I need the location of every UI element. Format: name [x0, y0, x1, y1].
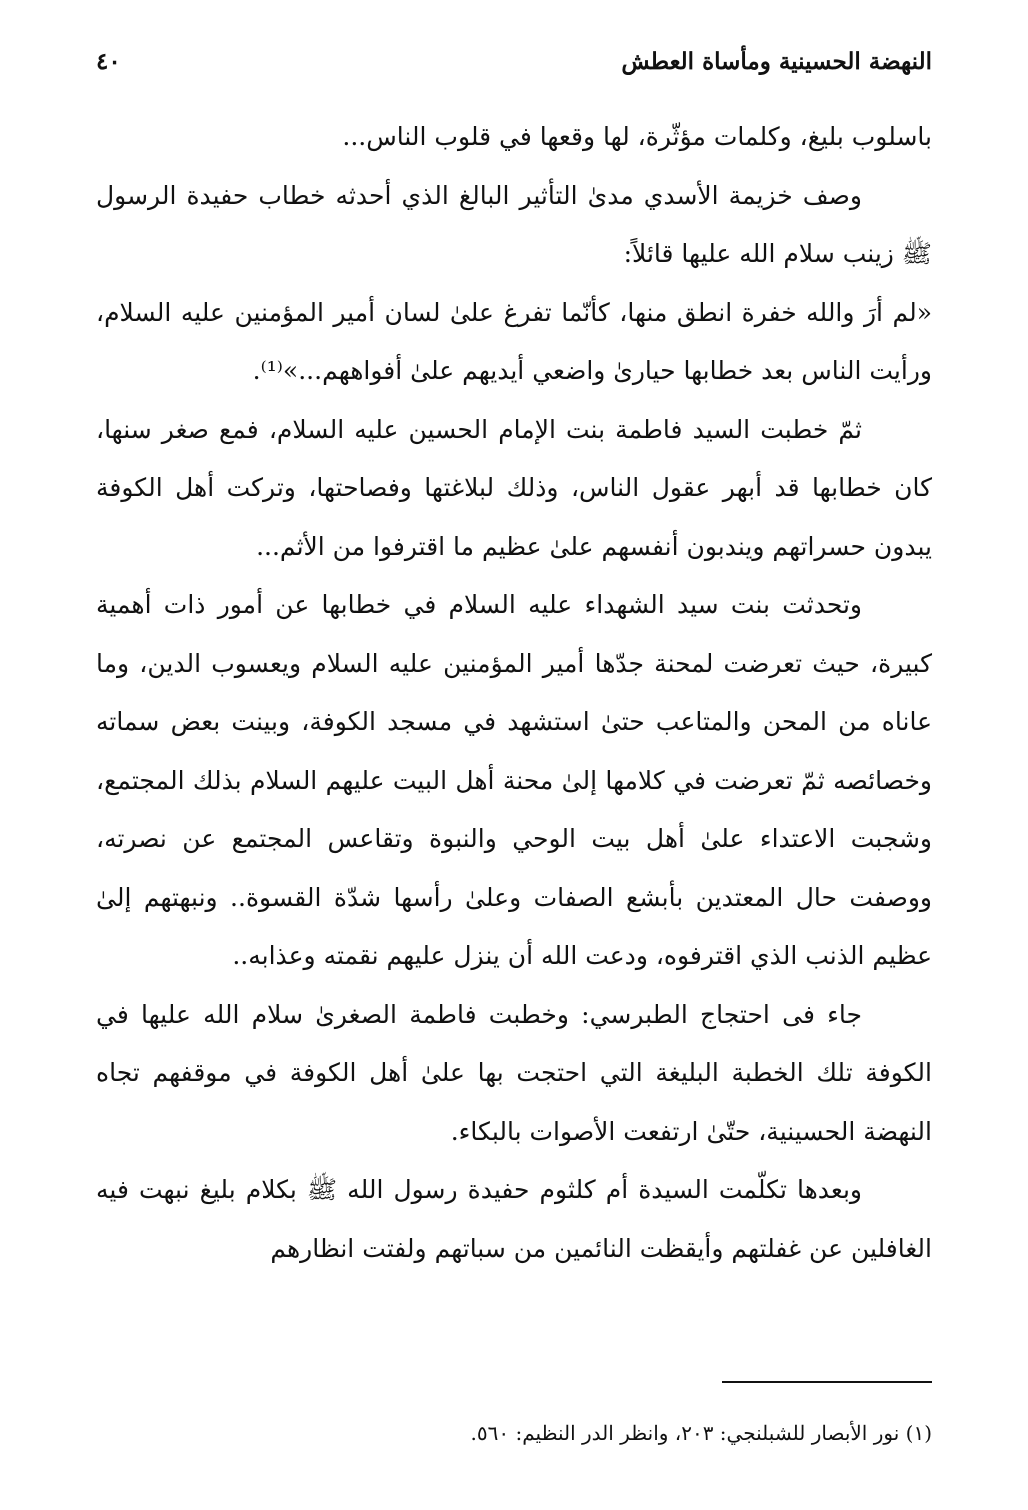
footnote: (١) نور الأبصار للشبلنجي: ٢٠٣، وانظر الدر النظيم: ٥٦٠. — [470, 1421, 932, 1445]
paragraph: وبعدها تكلّمت السيدة أم كلثوم حفيدة رسول الله ﷺ بكلام بليغ نبهت فيه الغافلين عن غفلتهم وأيقظت النائمين من سباتهم ولفتت انظارهم — [96, 1175, 932, 1263]
paragraph: وتحدثت بنت سيد الشهداء عليه السلام في خطابها عن أمور ذات أهمية كبيرة، حيث تعرضت لمحنة جدّها أمير المؤمنين عليه السلام ويعسوب الدين، وما عاناه من المحن والمتاعب حتىٰ استشهد في مسجد الكوفة، وبينت بعض سماته وخصائصه ثمّ تعرضت في كلامها إلىٰ محنة أهل البيت عليهم السلام بذلك المجتمع، وشجبت الاعتداء علىٰ أهل بيت الوحي والنبوة وتقاعس المجتمع عن نصرته، ووصفت حال المعتدين بأبشع الصفات وعلىٰ رأسها شدّة القسوة.. ونبهتهم إلىٰ عظيم الذنب الذي اقترفوه، ودعت الله أن ينزل عليهم نقمته وعذابه.. — [96, 590, 932, 970]
paragraph: وصف خزيمة الأسدي مدىٰ التأثير البالغ الذي أحدثه خطاب حفيدة الرسول ﷺ زينب سلام الله عليها قائلاً: — [96, 180, 932, 268]
paragraph: جاء فى احتجاج الطبرسي: وخطبت فاطمة الصغرىٰ سلام الله عليها في الكوفة تلك الخطبة البليغة التي احتجت بها علىٰ أهل الكوفة في موقفهم تجاه النهضة الحسينية، حتّىٰ ارتفعت الأصوات بالبكاء. — [96, 999, 932, 1146]
page-header — [96, 48, 932, 88]
paragraph-continuation: باسلوب بليغ، وكلمات مؤثّرة، لها وقعها في قلوب الناس... — [342, 122, 932, 151]
footnote-separator — [722, 1381, 932, 1383]
page-number: ٤٠ — [96, 48, 121, 75]
paragraph: ثمّ خطبت السيد فاطمة بنت الإمام الحسين عليه السلام، فمع صغر سنها، كان خطابها قد أبهر عقول الناس، وذلك لبلاغتها وفصاحتها، وتركت أهل الكوفة يبدون حسراتهم ويندبون أنفسهم علىٰ عظيم ما اقترفوا من الأثم... — [96, 414, 932, 561]
main-text — [96, 108, 932, 1278]
quotation-paragraph: «لم أرَ والله خفرة انطق منها، كأنّما تفرغ علىٰ لسان أمير المؤمنين عليه السلام، ورأيت الناس بعد خطابها حيارىٰ واضعي أيديهم علىٰ أفواههم...»⁽¹⁾. — [96, 297, 932, 385]
running-title: النهضة الحسينية ومأساة العطش — [621, 48, 932, 75]
